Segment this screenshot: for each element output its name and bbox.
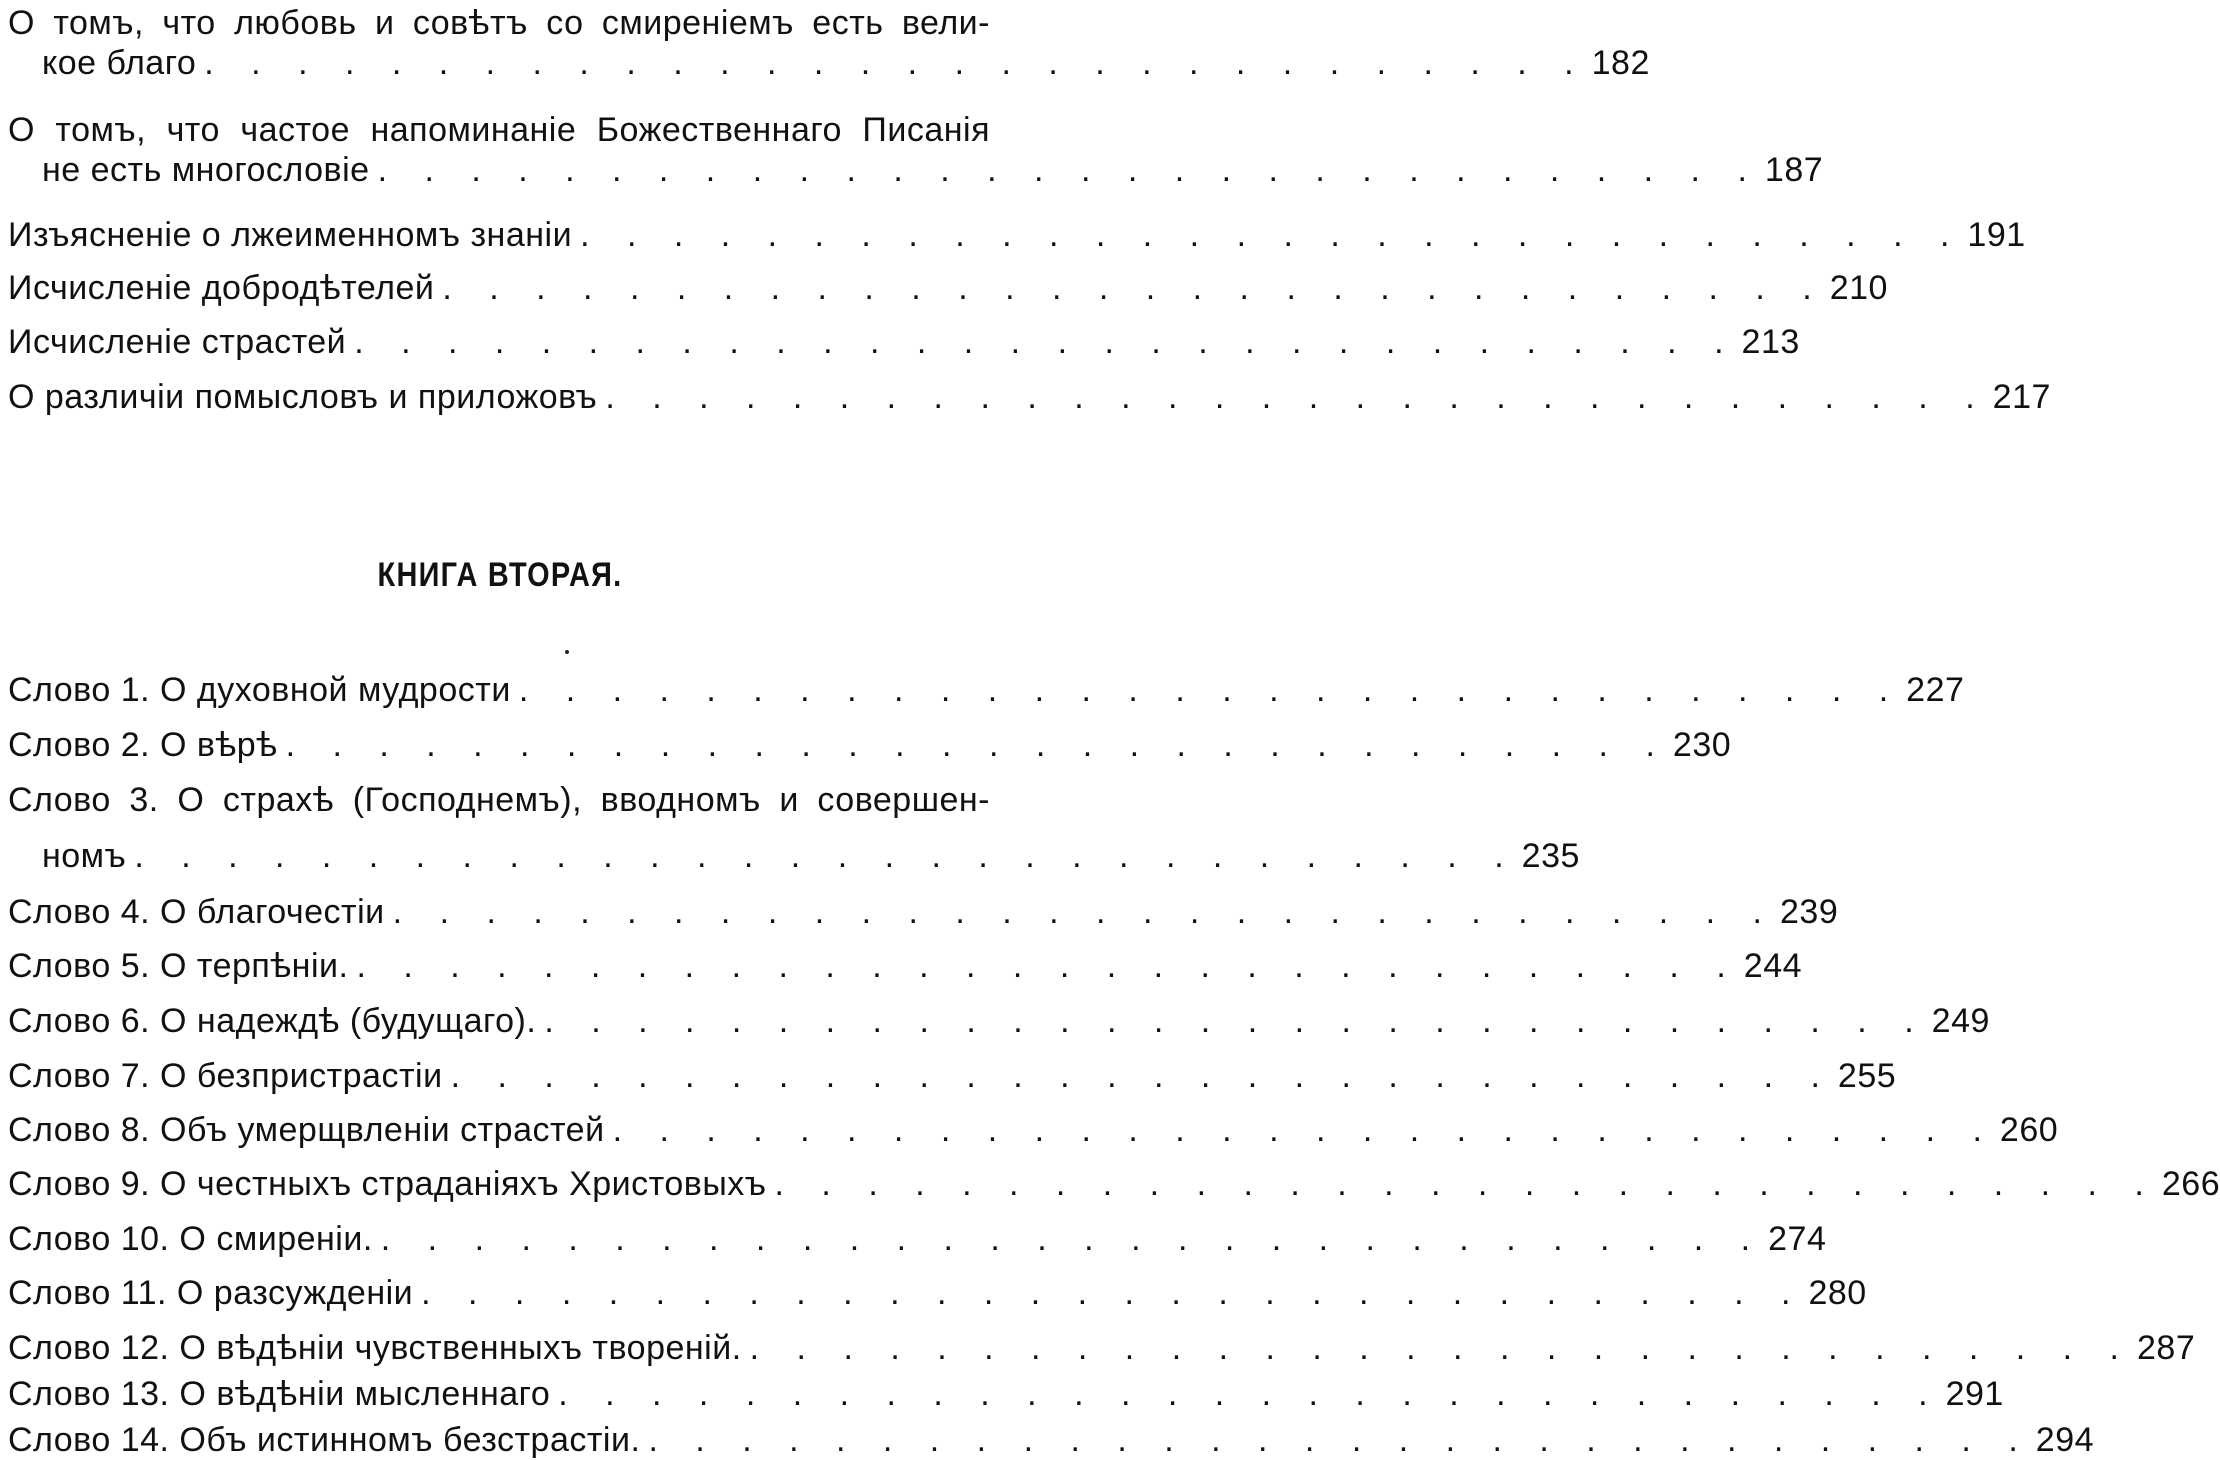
toc-page-number: 291 <box>1945 1375 2004 1413</box>
toc-entry-text: Слово 6. О надеждѣ (будущаго). <box>8 1002 537 1040</box>
toc-entry-text: Слово 7. О безпристрастіи <box>8 1057 443 1095</box>
toc-entry <box>8 1001 1990 1041</box>
dot-leader: . . . . . . . . . . . . . . . . . . . . . . . . . . . . . . <box>648 1421 2032 1459</box>
toc-entry <box>8 1219 1827 1259</box>
dot-leader: . . . . . . . . . . . . . . . . . . . . . . . . . . . . . . <box>392 893 1777 931</box>
toc-entry-continuation: кое благо <box>42 44 197 82</box>
toc-page-number: 227 <box>1906 671 1965 709</box>
toc-entry <box>8 377 2051 417</box>
dot-leader: . . . . . . . . . . . . . . . . . . . . . . . . . . . . . . <box>377 151 1761 189</box>
dot-leader: . . . . . . . . . . . . . . . . . . . . . . . . . . . . . . <box>380 1220 1765 1258</box>
toc-entry <box>8 3 1650 83</box>
toc-entry-text: Слово 13. О вѣдѣніи мысленнаго <box>8 1375 551 1413</box>
dot-leader: . . . . . . . . . . . . . . . . . . . . . . . . . . . . . . <box>134 837 1518 875</box>
toc-page-number: 287 <box>2137 1329 2196 1367</box>
toc-entry <box>8 215 2026 255</box>
toc-page-number: 294 <box>2035 1421 2095 1459</box>
toc-entry <box>8 1420 2095 1460</box>
toc-entry-text: О томъ, что частое напоминаніе Божественнаго Писанія <box>8 111 990 149</box>
toc-entry-text: Слово 12. О вѣдѣніи чувственныхъ твореній. <box>8 1329 742 1367</box>
toc-page-number: 210 <box>1829 269 1888 307</box>
dot-leader: . . . . . . . . . . . . . . . . . . . . . . . . . . . . . . <box>580 216 1964 254</box>
toc-entry-continuation: номъ <box>42 837 127 875</box>
toc-page-number: 255 <box>1837 1057 1897 1095</box>
stray-dot <box>565 650 569 654</box>
dot-leader: . . . . . . . . . . . . . . . . . . . . . . . . . . . . . . <box>749 1329 2133 1367</box>
toc-page-number: 230 <box>1672 726 1732 764</box>
toc-entry-text: О томъ, что любовь и совѣтъ со смиреніемъ есть вели- <box>8 4 990 42</box>
toc-entry <box>8 725 1732 765</box>
dot-leader: . . . . . . . . . . . . . . . . . . . . . . . . . . . . . . <box>356 947 1740 985</box>
toc-entry <box>8 946 1803 986</box>
toc-page-number: 239 <box>1780 893 1839 931</box>
dot-leader: . . . . . . . . . . . . . . . . . . . . . . . . . . . . . . <box>558 1375 1942 1413</box>
dot-leader: . . . . . . . . . . . . . . . . . . . . . . . . . . . . . . <box>442 269 1826 307</box>
toc-page-number: 187 <box>1764 151 1824 189</box>
dot-leader: . . . . . . . . . . . . . . . . . . . . . . . . . . . . . . <box>421 1274 1805 1312</box>
dot-leader: . . . . . . . . . . . . . . . . . . . . . . . . . . . . . . <box>285 726 1669 764</box>
toc-entry <box>8 1110 2059 1150</box>
toc-entry <box>8 1273 1867 1313</box>
toc-entry <box>8 780 1580 876</box>
dot-leader: . . . . . . . . . . . . . . . . . . . . . . . . . . . . . . <box>204 44 1588 82</box>
toc-entry-text: Слово 5. О терпѣніи. <box>8 947 349 985</box>
toc-page-number: 191 <box>1967 216 2026 254</box>
toc-entry-text: Слово 1. О духовной мудрости <box>8 671 511 709</box>
toc-entry-text: Слово 8. Объ умерщвленіи страстей <box>8 1111 605 1149</box>
toc-entry-text: Слово 11. О разсужденіи <box>8 1274 414 1312</box>
toc-entry <box>8 892 1839 932</box>
toc-entry <box>8 322 1800 362</box>
toc-entry-text: Исчисленіе страстей <box>8 323 347 361</box>
dot-leader: . . . . . . . . . . . . . . . . . . . . . . . . . . . . . . <box>774 1165 2158 1203</box>
toc-entry <box>8 268 1888 308</box>
toc-page-number: 274 <box>1768 1220 1827 1258</box>
dot-leader: . . . . . . . . . . . . . . . . . . . . . . . . . . . . . . <box>544 1002 1928 1040</box>
toc-page-number: 235 <box>1521 837 1580 875</box>
dot-leader: . . . . . . . . . . . . . . . . . . . . . . . . . . . . . . <box>605 378 1989 416</box>
toc-entry-continuation: не есть многословіе <box>42 151 370 189</box>
toc-entry-text: Исчисленіе добродѣтелей <box>8 269 435 307</box>
dot-leader: . . . . . . . . . . . . . . . . . . . . . . . . . . . . . . <box>612 1111 1996 1149</box>
toc-entry <box>8 1374 2004 1414</box>
toc-entry <box>8 1328 2196 1368</box>
section-heading: КНИГА ВТОРАЯ. <box>377 556 623 594</box>
toc-page-number: 244 <box>1743 947 1803 985</box>
toc-entry-text: Слово 14. Объ истинномъ безстрастіи. <box>8 1421 641 1459</box>
toc-page-number: 260 <box>1999 1111 2059 1149</box>
toc-page-number: 249 <box>1931 1002 1990 1040</box>
toc-entry-text: Слово 10. О смиреніи. <box>8 1220 373 1258</box>
dot-leader: . . . . . . . . . . . . . . . . . . . . . . . . . . . . . . <box>354 323 1738 361</box>
toc-entry <box>8 1056 1897 1096</box>
toc-page-number: 280 <box>1808 1274 1867 1312</box>
dot-leader: . . . . . . . . . . . . . . . . . . . . . . . . . . . . . . <box>518 671 1903 709</box>
toc-entry <box>8 1164 2220 1204</box>
toc-entry-text: Слово 2. О вѣрѣ <box>8 726 278 764</box>
toc-entry-text: О различіи помысловъ и приложовъ <box>8 378 598 416</box>
toc-entry-text: Изъясненіе о лжеименномъ знаніи <box>8 216 573 254</box>
dot-leader: . . . . . . . . . . . . . . . . . . . . . . . . . . . . . . <box>450 1057 1834 1095</box>
toc-entry-text: Слово 4. О благочестіи <box>8 893 385 931</box>
toc-page-number: 182 <box>1591 44 1650 82</box>
toc-page-number: 217 <box>1992 378 2051 416</box>
toc-entry <box>8 670 1965 710</box>
toc-page-number: 266 <box>2161 1165 2220 1203</box>
toc-page-number: 213 <box>1741 323 1800 361</box>
toc-entry-text: Слово 3. О страхѣ (Господнемъ), вводномъ и совершен- <box>8 781 990 819</box>
toc-entry-text: Слово 9. О честныхъ страданіяхъ Христовыхъ <box>8 1165 767 1203</box>
toc-entry <box>8 110 1824 190</box>
